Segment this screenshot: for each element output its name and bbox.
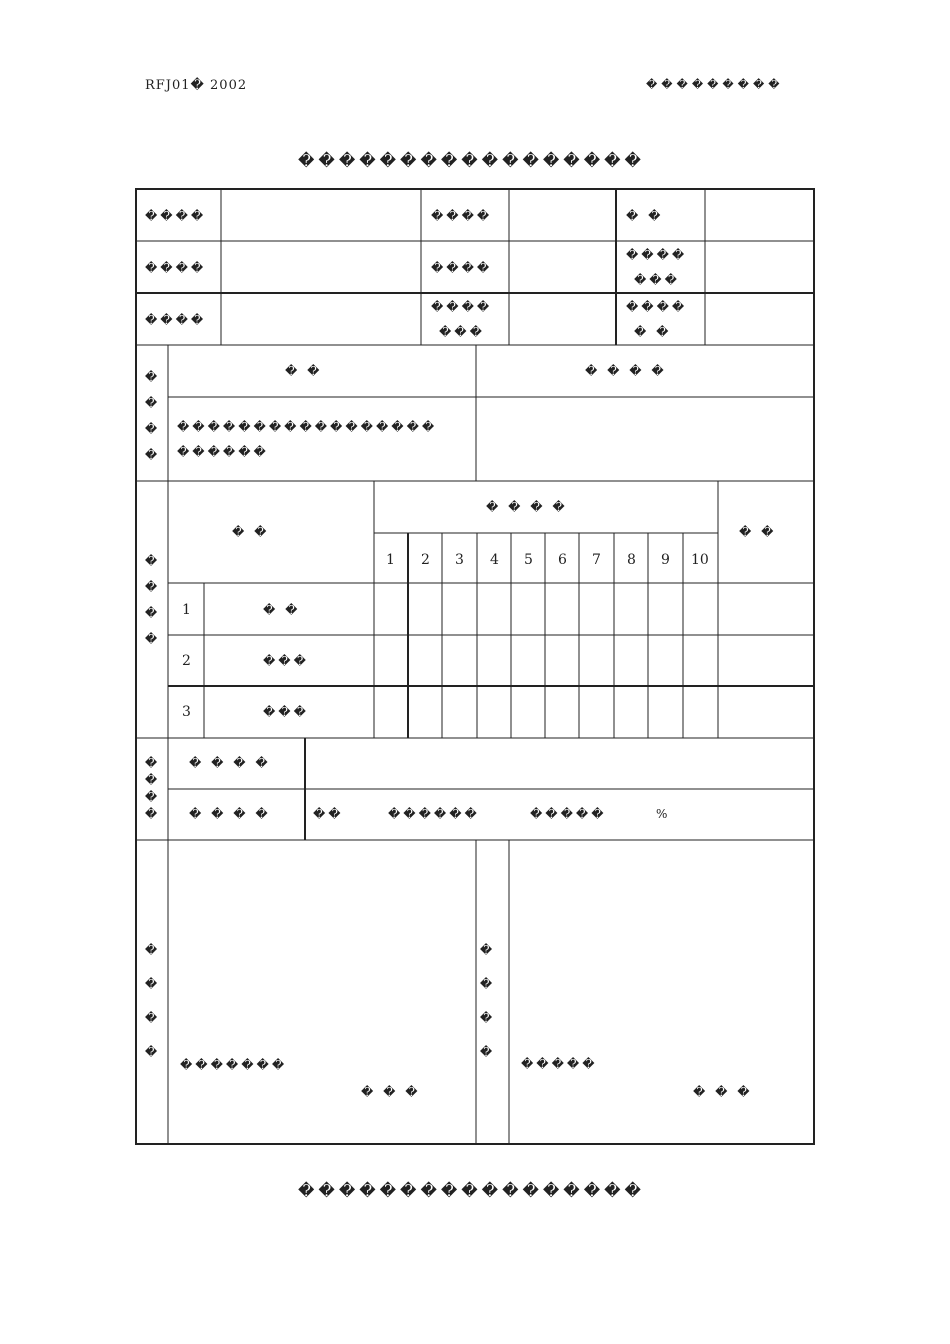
measure-number-8: 8 bbox=[627, 552, 636, 568]
section-c-text-a: �� bbox=[313, 807, 344, 821]
measure-number-4: 4 bbox=[490, 552, 499, 568]
section-d-left-area[interactable] bbox=[170, 842, 474, 1142]
section-c-label-1: � � � � bbox=[189, 756, 271, 770]
section-b-measure-header: � � � � bbox=[486, 500, 568, 514]
row2-label-b: ���� bbox=[431, 261, 493, 275]
row1-label-c: � � bbox=[626, 209, 664, 223]
footer-text: ����������������� bbox=[298, 1181, 645, 1200]
row1-value-b[interactable] bbox=[511, 190, 614, 240]
row3-value-c[interactable] bbox=[707, 295, 813, 344]
row3-value-b[interactable] bbox=[511, 295, 614, 344]
section-a-value[interactable] bbox=[478, 399, 813, 479]
measure-number-10: 10 bbox=[691, 552, 709, 568]
table-row-2-no: 2 bbox=[182, 653, 191, 669]
section-a-col2-header: � � � � bbox=[585, 364, 667, 378]
section-a-content-line2: ������ bbox=[177, 445, 269, 459]
measure-number-6: 6 bbox=[558, 552, 567, 568]
header-right-text: ��������� bbox=[646, 78, 784, 91]
section-c-text-b: ������ bbox=[388, 807, 480, 821]
section-b-vertical-label: � � � � bbox=[144, 554, 158, 646]
measure-number-1: 1 bbox=[386, 552, 395, 568]
row3-label-c-line2: � � bbox=[634, 325, 672, 339]
row3-label-b-line2: ��� bbox=[439, 325, 485, 339]
row2-label-a: ���� bbox=[145, 261, 207, 275]
form-title: ����������������� bbox=[298, 151, 645, 170]
section-b-item-header: � � bbox=[232, 525, 270, 539]
section-a-col1-header: � � bbox=[285, 364, 323, 378]
section-d-vertical-label-left: � � � � bbox=[144, 943, 158, 1059]
row3-label-b-line1: ���� bbox=[431, 300, 493, 314]
section-d-date-right: � � � bbox=[693, 1085, 753, 1099]
measure-number-9: 9 bbox=[661, 552, 670, 568]
row2-label-c-line2: ��� bbox=[634, 273, 680, 287]
section-d-right-area[interactable] bbox=[511, 842, 813, 1142]
row2-value-a[interactable] bbox=[223, 243, 419, 292]
row1-label-a: ���� bbox=[145, 209, 207, 223]
section-d-sign-left: ������� bbox=[180, 1058, 288, 1072]
form-code: RFJ01� 2002 bbox=[145, 78, 248, 93]
section-a-vertical-label: � � � � bbox=[144, 370, 158, 462]
measure-number-2: 2 bbox=[421, 552, 430, 568]
section-d-sign-right: ����� bbox=[521, 1057, 598, 1071]
measure-number-3: 3 bbox=[455, 552, 464, 568]
row1-value-a[interactable] bbox=[223, 190, 419, 240]
table-row-2-name: ��� bbox=[263, 654, 309, 668]
row3-label-c-line1: ���� bbox=[626, 300, 688, 314]
measure-number-5: 5 bbox=[524, 552, 533, 568]
row3-label-a: ���� bbox=[145, 313, 207, 327]
form-table bbox=[135, 188, 815, 1145]
row2-value-c[interactable] bbox=[707, 243, 813, 292]
section-c-vertical-label: � � � � bbox=[144, 756, 158, 821]
row2-label-c-line1: ���� bbox=[626, 248, 688, 262]
section-c-value-1[interactable] bbox=[307, 740, 813, 788]
section-b-remark-header: � � bbox=[739, 525, 777, 539]
section-c-text-c: ����� bbox=[530, 807, 607, 821]
row2-value-b[interactable] bbox=[511, 243, 614, 292]
section-c-label-2: � � � � bbox=[189, 807, 271, 821]
row1-label-b: ���� bbox=[431, 209, 493, 223]
section-d-vertical-label-mid: � � � � bbox=[479, 943, 493, 1059]
row1-value-c[interactable] bbox=[707, 190, 813, 240]
table-row-3-no: 3 bbox=[182, 704, 191, 720]
measure-number-7: 7 bbox=[592, 552, 601, 568]
table-row-1-no: 1 bbox=[182, 602, 191, 618]
section-c-percent: % bbox=[656, 807, 668, 821]
section-a-content-line1: ����������������� bbox=[177, 420, 438, 434]
table-row-3-name: ��� bbox=[263, 705, 309, 719]
row3-value-a[interactable] bbox=[223, 295, 419, 344]
table-row-1-name: � � bbox=[263, 603, 301, 617]
section-d-date-left: � � � bbox=[361, 1085, 421, 1099]
